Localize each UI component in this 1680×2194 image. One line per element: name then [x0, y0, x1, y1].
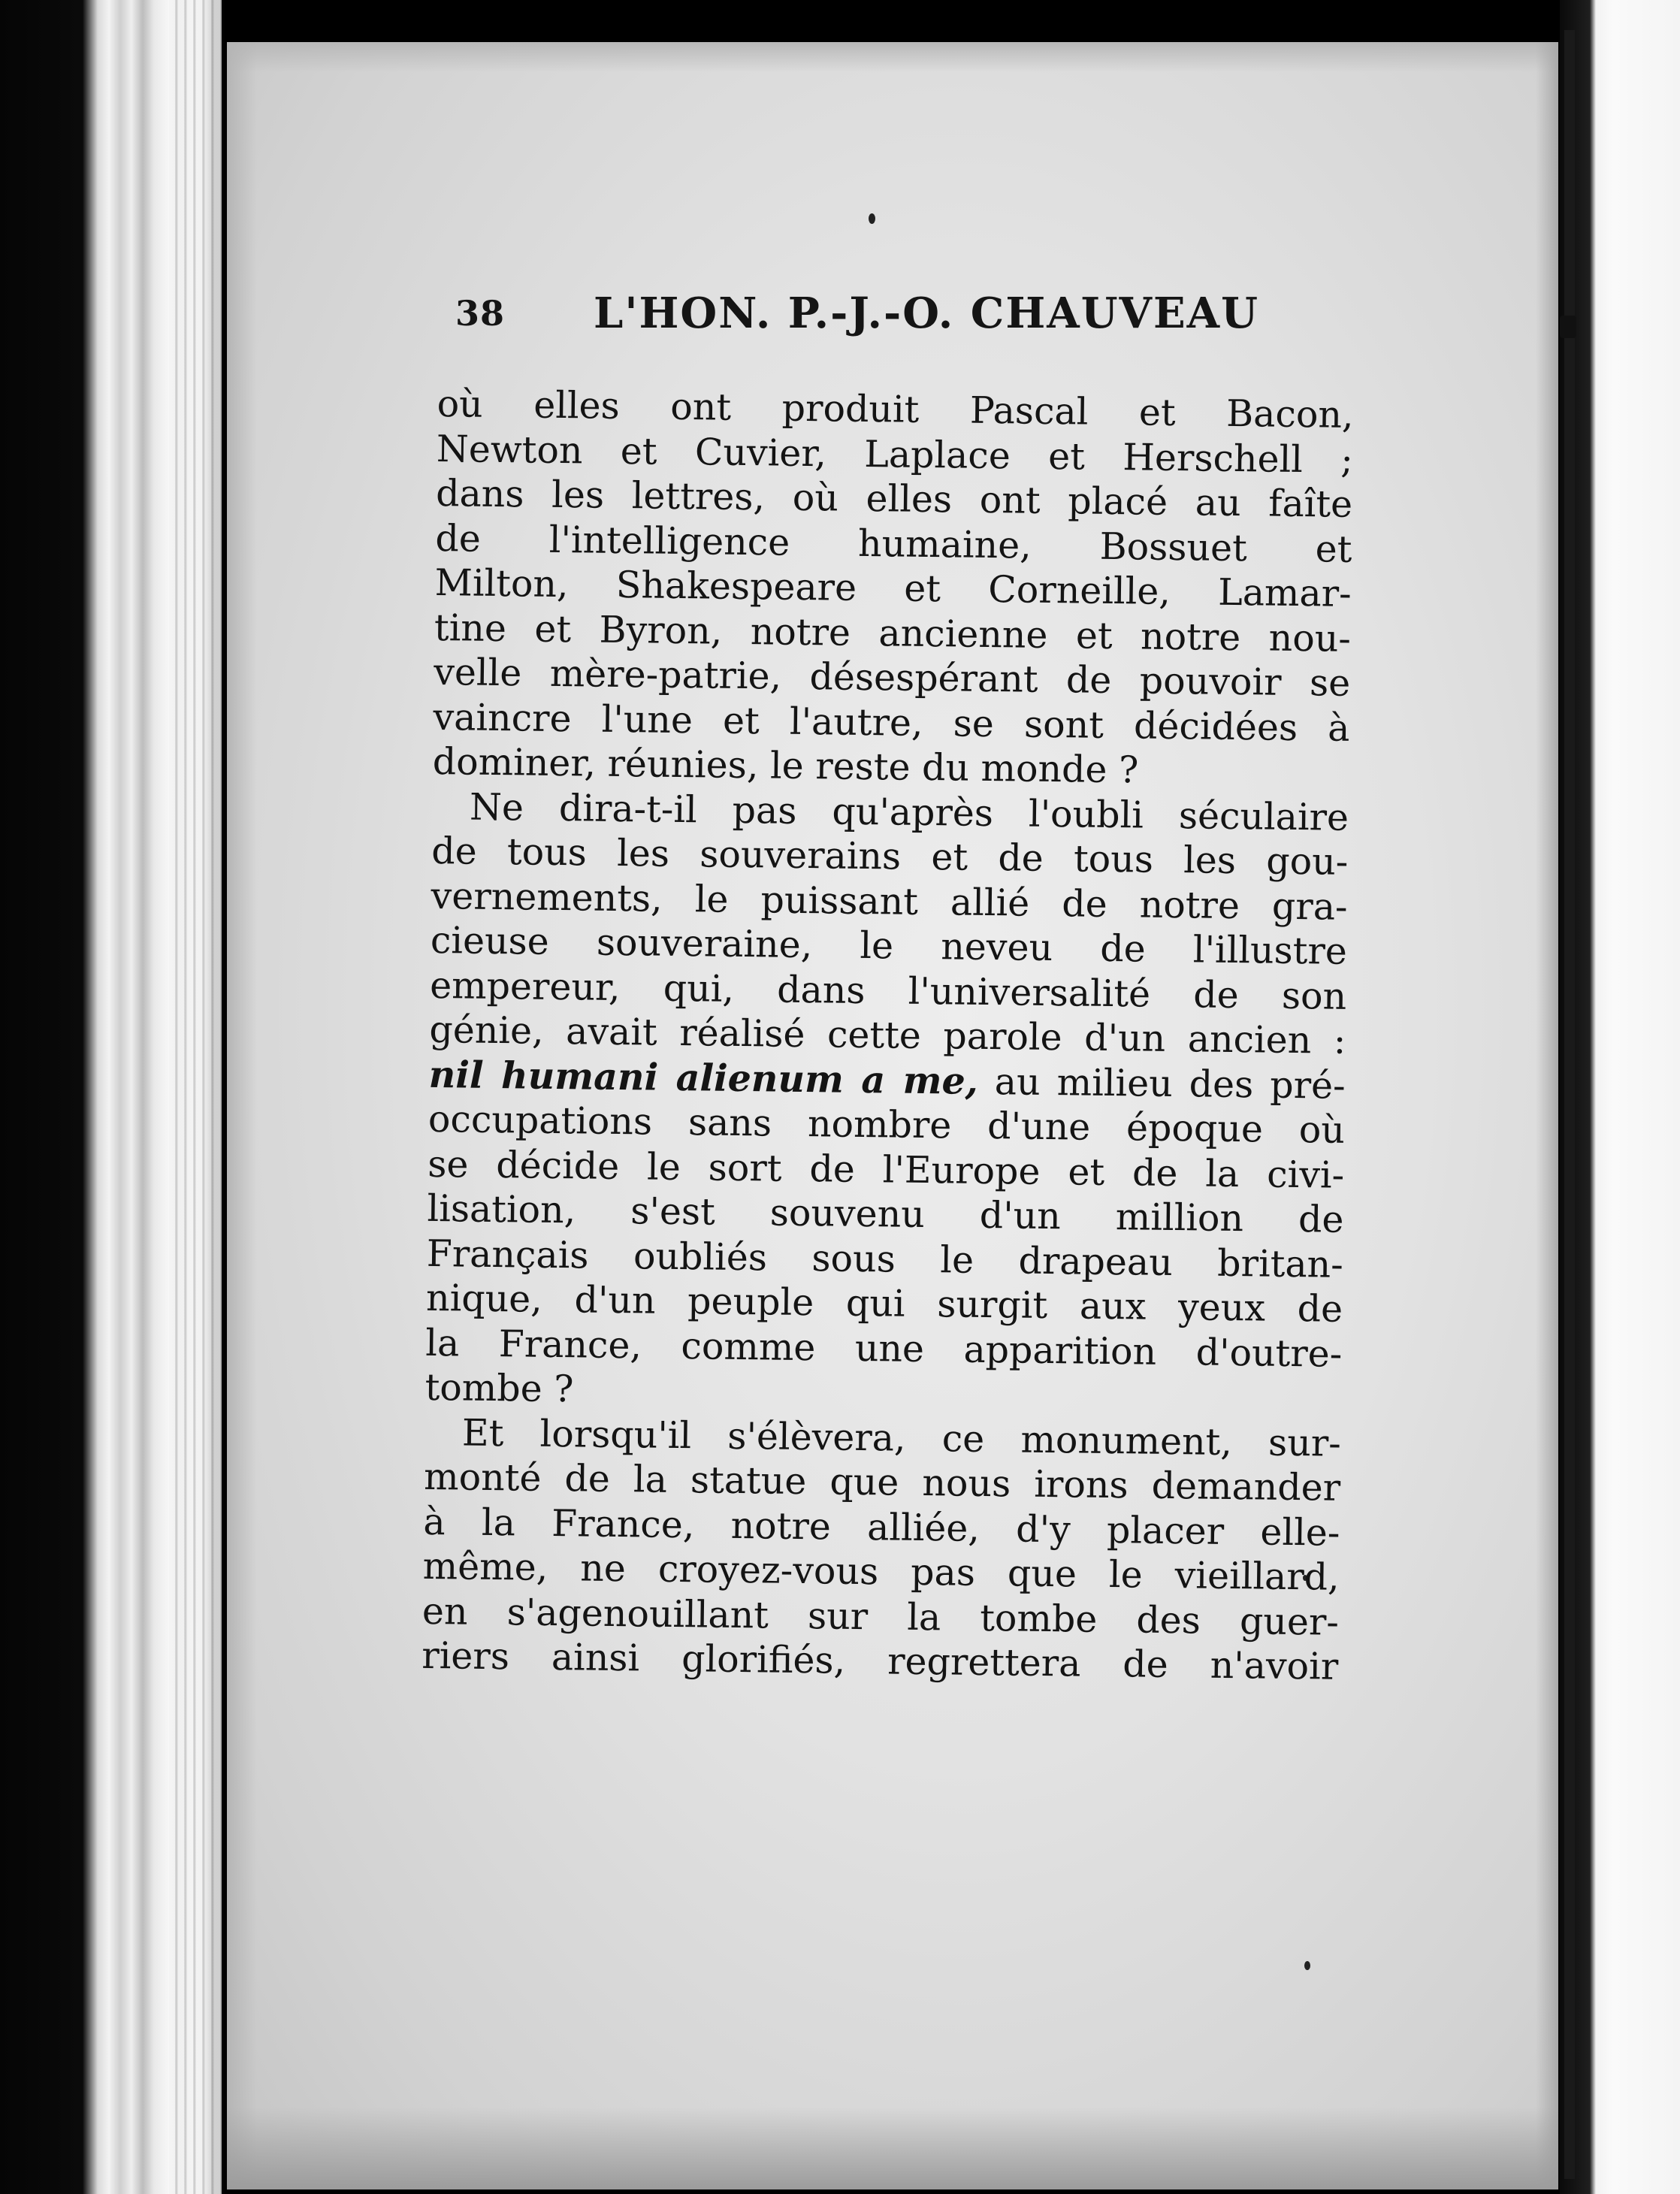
- text-line: dans les lettres, où elles ont placé au faîte: [435, 471, 1353, 526]
- page-shadow-bottom: [227, 2107, 1558, 2189]
- text-line: monté de la statue que nous irons demander: [423, 1455, 1341, 1510]
- paragraph: [422, 1410, 1341, 1689]
- text-line: Newton et Cuvier, Laplace et Herschell ;: [436, 427, 1354, 482]
- page-shadow-right: [1536, 42, 1558, 2189]
- text-line: nique, d'un peuple qui surgit aux yeux de: [425, 1276, 1343, 1331]
- text-line: riers ainsi glorifiés, regrettera de n'avoir: [421, 1633, 1339, 1688]
- text-line: même, ne croyez-vous pas que le vieillard,: [422, 1544, 1340, 1599]
- text-line: à la France, notre alliée, d'y placer elle-: [423, 1500, 1340, 1555]
- text-line: se décide le sort de l'Europe et de la civi-: [427, 1142, 1345, 1197]
- text-line: génie, avait réalisé cette parole d'un ancien :: [429, 1008, 1346, 1062]
- page-shadow-top: [227, 42, 1558, 72]
- paragraph: [432, 382, 1353, 795]
- latin-quote: nil humani alienum a me,: [428, 1052, 979, 1103]
- page-header: [455, 289, 1455, 349]
- text-line: où elles ont produit Pascal et Bacon,: [437, 382, 1354, 437]
- binding-mark: [1560, 316, 1576, 338]
- text-line: velle mère-patrie, désespérant de pouvoir se: [433, 650, 1351, 705]
- text-line: vaincre l'une et l'autre, se sont décidées à: [433, 695, 1350, 750]
- text-line: cieuse souveraine, le neveu de l'illustre: [430, 918, 1348, 973]
- text-line: de l'intelligence humaine, Bossuet et: [435, 516, 1352, 571]
- text-line-rest: au milieu des pré-: [977, 1059, 1346, 1108]
- gutter-shadow: [1564, 30, 1575, 2179]
- page-shadow-left: [227, 42, 257, 2189]
- text-line: Ne dira-t-il pas qu'après l'oubli séculaire: [469, 785, 1349, 839]
- body-text: [422, 382, 1354, 1689]
- text-line: en s'agenouillant sur la tombe des guer-: [422, 1589, 1340, 1644]
- text-line: Français oubliés sous le drapeau britan-: [426, 1231, 1344, 1286]
- left-book-edge: [0, 0, 225, 2194]
- stacked-page-edges: [169, 0, 222, 2194]
- text-line: vernements, le puissant allié de notre gra-: [431, 874, 1348, 929]
- page-number: 38: [455, 293, 506, 334]
- paragraph: [425, 784, 1349, 1421]
- ink-speck: [869, 213, 875, 224]
- text-line: Et lorsqu'il s'élèvera, ce monument, sur-: [461, 1411, 1342, 1465]
- facing-page-edge: [1560, 0, 1680, 2194]
- running-head: L'HON. P.-J.-O. CHAUVEAU: [594, 289, 1259, 338]
- text-line: tine et Byron, notre ancienne et notre nou-: [434, 606, 1352, 660]
- text-line: occupations sans nombre d'une époque où: [428, 1097, 1346, 1152]
- text-line: lisation, s'est souvenu d'un million de: [427, 1186, 1344, 1241]
- book-page: [227, 42, 1558, 2189]
- text-line: dominer, réunies, le reste du monde ?: [432, 739, 1139, 792]
- text-line: la France, comme une apparition d'outre-: [425, 1321, 1343, 1376]
- ink-speck: [1304, 1961, 1310, 1970]
- text-line: de tous les souverains et de tous les gou-: [431, 829, 1349, 884]
- text-line: tombe ?: [425, 1365, 574, 1411]
- text-line: Milton, Shakespeare et Corneille, Lamar-: [434, 561, 1352, 615]
- text-line: empereur, qui, dans l'universalité de son: [429, 963, 1347, 1018]
